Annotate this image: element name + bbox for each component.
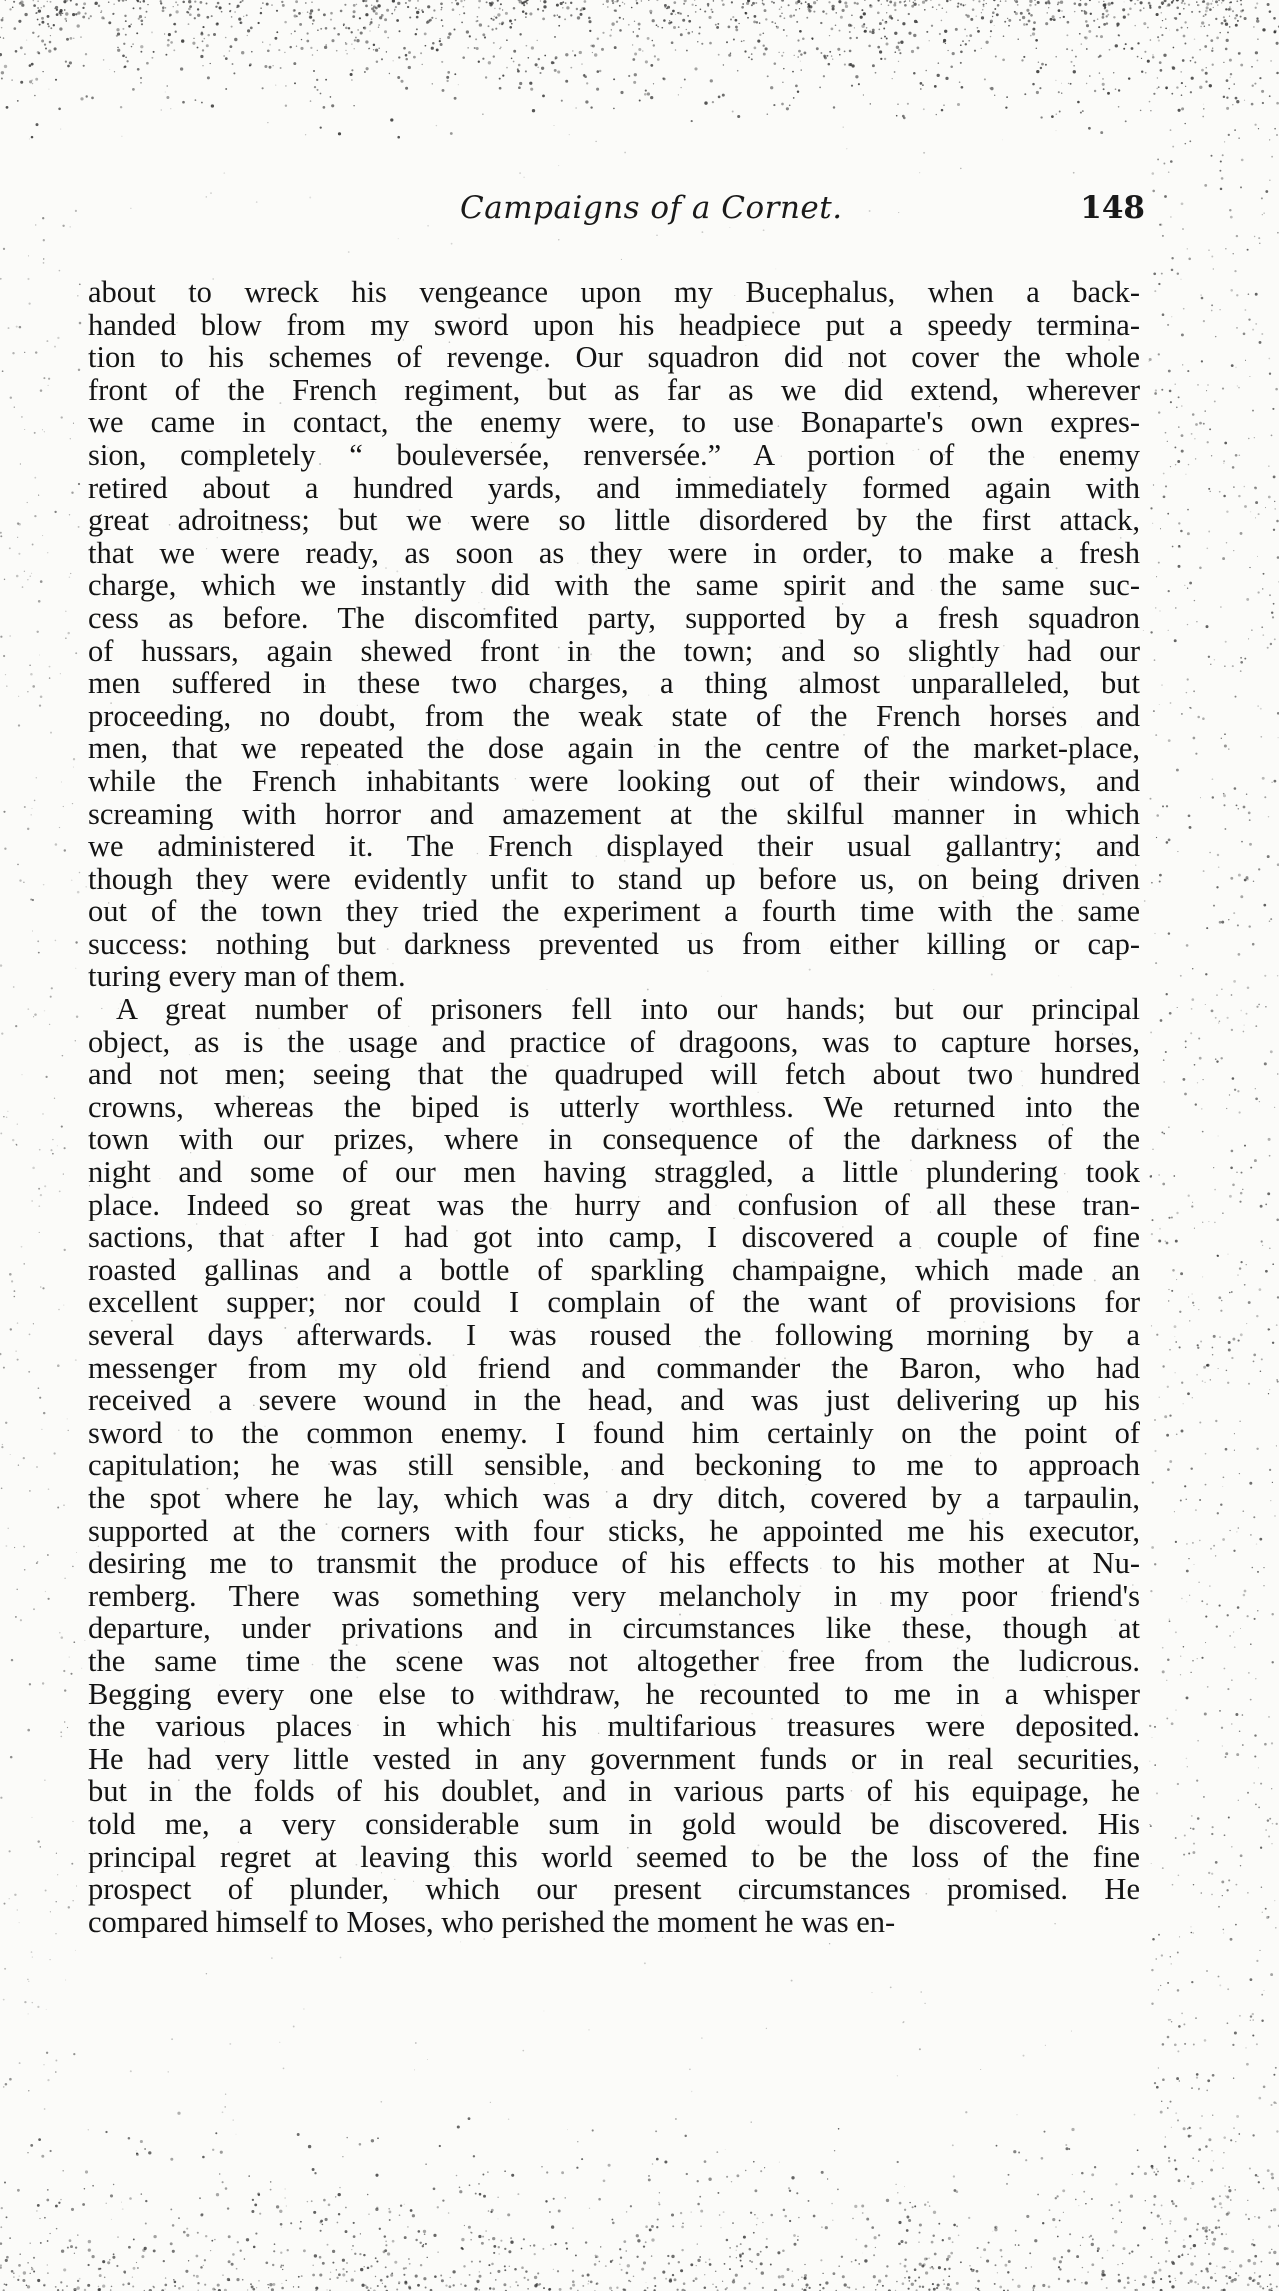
text-line: He had very little vested in any government funds or in real securities, <box>88 1742 1140 1776</box>
text-line: place. Indeed so great was the hurry and confusion of all these tran- <box>88 1188 1140 1222</box>
text-line: men, that we repeated the dose again in the centre of the market-place, <box>88 732 1140 765</box>
text-line: men suffered in these two charges, a thing almost unparalleled, but <box>88 667 1140 700</box>
text-line: departure, under privations and in circumstances like these, though at <box>88 1612 1140 1645</box>
text-line: we came in contact, the enemy were, to use Bonaparte's own expres- <box>88 406 1140 439</box>
text-line: received a severe wound in the head, and was just delivering up his <box>88 1384 1140 1417</box>
text-line: about to wreck his vengeance upon my Bucephalus, when a back- <box>88 276 1140 309</box>
text-line: compared himself to Moses, who perished the moment he was en- <box>88 1905 896 1939</box>
text-line: we administered it. The French displayed their usual gallantry; and <box>88 830 1140 863</box>
page-bottom-margin <box>0 2100 1279 2291</box>
text-line: out of the town they tried the experiment a fourth time with the same <box>88 895 1140 928</box>
text-line: the various places in which his multifarious treasures were deposited. <box>88 1710 1140 1743</box>
text-line: success: nothing but darkness prevented us from either killing or cap- <box>88 927 1140 961</box>
running-head <box>95 190 1145 250</box>
text-line: sion, completely “ bouleversée, renversée.” A portion of the enemy <box>88 438 1140 472</box>
text-line: of hussars, again shewed front in the town; and so slightly had our <box>88 634 1140 668</box>
text-line: supported at the corners with four sticks, he appointed me his executor, <box>88 1514 1140 1548</box>
text-line: screaming with horror and amazement at the skilful manner in which <box>88 797 1140 831</box>
text-line: excellent supper; nor could I complain of the want of provisions for <box>88 1286 1140 1319</box>
text-line: messenger from my old friend and commander the Baron, who had <box>88 1351 1140 1385</box>
running-title: Campaigns of a Cornet. <box>460 190 843 226</box>
text-line: capitulation; he was still sensible, and beckoning to me to approach <box>88 1449 1140 1482</box>
text-line: sword to the common enemy. I found him certainly on the point of <box>88 1416 1140 1450</box>
text-line: town with our prizes, where in consequence of the darkness of the <box>88 1123 1140 1157</box>
page-number: 148 <box>1080 190 1145 226</box>
text-line: prospect of plunder, which our present circumstances promised. He <box>88 1873 1140 1906</box>
text-line: the same time the scene was not altogether free from the ludicrous. <box>88 1644 1140 1678</box>
text-line: several days afterwards. I was roused the following morning by a <box>88 1319 1140 1352</box>
text-line: Begging every one else to withdraw, he recounted to me in a whisper <box>88 1677 1140 1711</box>
text-line: object, as is the usage and practice of dragoons, was to capture horses, <box>88 1025 1140 1059</box>
text-line: told me, a very considerable sum in gold would be discovered. His <box>88 1807 1140 1841</box>
text-line: but in the folds of his doublet, and in various parts of his equipage, he <box>88 1775 1140 1808</box>
text-line: and not men; seeing that the quadruped will fetch about two hundred <box>88 1058 1140 1091</box>
text-line: desiring me to transmit the produce of his effects to his mother at Nu- <box>88 1547 1140 1580</box>
text-line: though they were evidently unfit to stand up before us, on being driven <box>88 862 1140 896</box>
text-line: sactions, that after I had got into camp, I discovered a couple of fine <box>88 1221 1140 1254</box>
text-line: crowns, whereas the biped is utterly worthless. We returned into the <box>88 1090 1140 1124</box>
text-line: handed blow from my sword upon his headpiece put a speedy termina- <box>88 308 1140 342</box>
text-line: charge, which we instantly did with the same spirit and the same suc- <box>88 569 1140 602</box>
text-line: proceeding, no doubt, from the weak state of the French horses and <box>88 699 1140 733</box>
text-line: retired about a hundred yards, and immediately formed again with <box>88 471 1140 505</box>
text-line: great adroitness; but we were so little disordered by the first attack, <box>88 504 1140 537</box>
text-line: remberg. There was something very melancholy in my poor friend's <box>88 1579 1140 1613</box>
text-line: cess as before. The discomfited party, supported by a fresh squadron <box>88 601 1140 635</box>
text-line: front of the French regiment, but as far as we did extend, wherever <box>88 373 1140 407</box>
text-line: roasted gallinas and a bottle of sparkling champaigne, which made an <box>88 1253 1140 1287</box>
text-line: tion to his schemes of revenge. Our squadron did not cover the whole <box>88 341 1140 374</box>
text-line: turing every man of them. <box>88 960 406 994</box>
text-line: night and some of our men having straggled, a little plundering took <box>88 1156 1140 1189</box>
body-text <box>88 276 1140 1938</box>
text-line: that we were ready, as soon as they were in order, to make a fresh <box>88 536 1140 570</box>
text-line: the spot where he lay, which was a dry ditch, covered by a tarpaulin, <box>88 1481 1140 1515</box>
text-line: principal regret at leaving this world seemed to be the loss of the fine <box>88 1840 1140 1874</box>
text-line: A great number of prisoners fell into our hands; but our principal <box>116 993 1140 1026</box>
text-line: while the French inhabitants were looking out of their windows, and <box>88 764 1140 798</box>
